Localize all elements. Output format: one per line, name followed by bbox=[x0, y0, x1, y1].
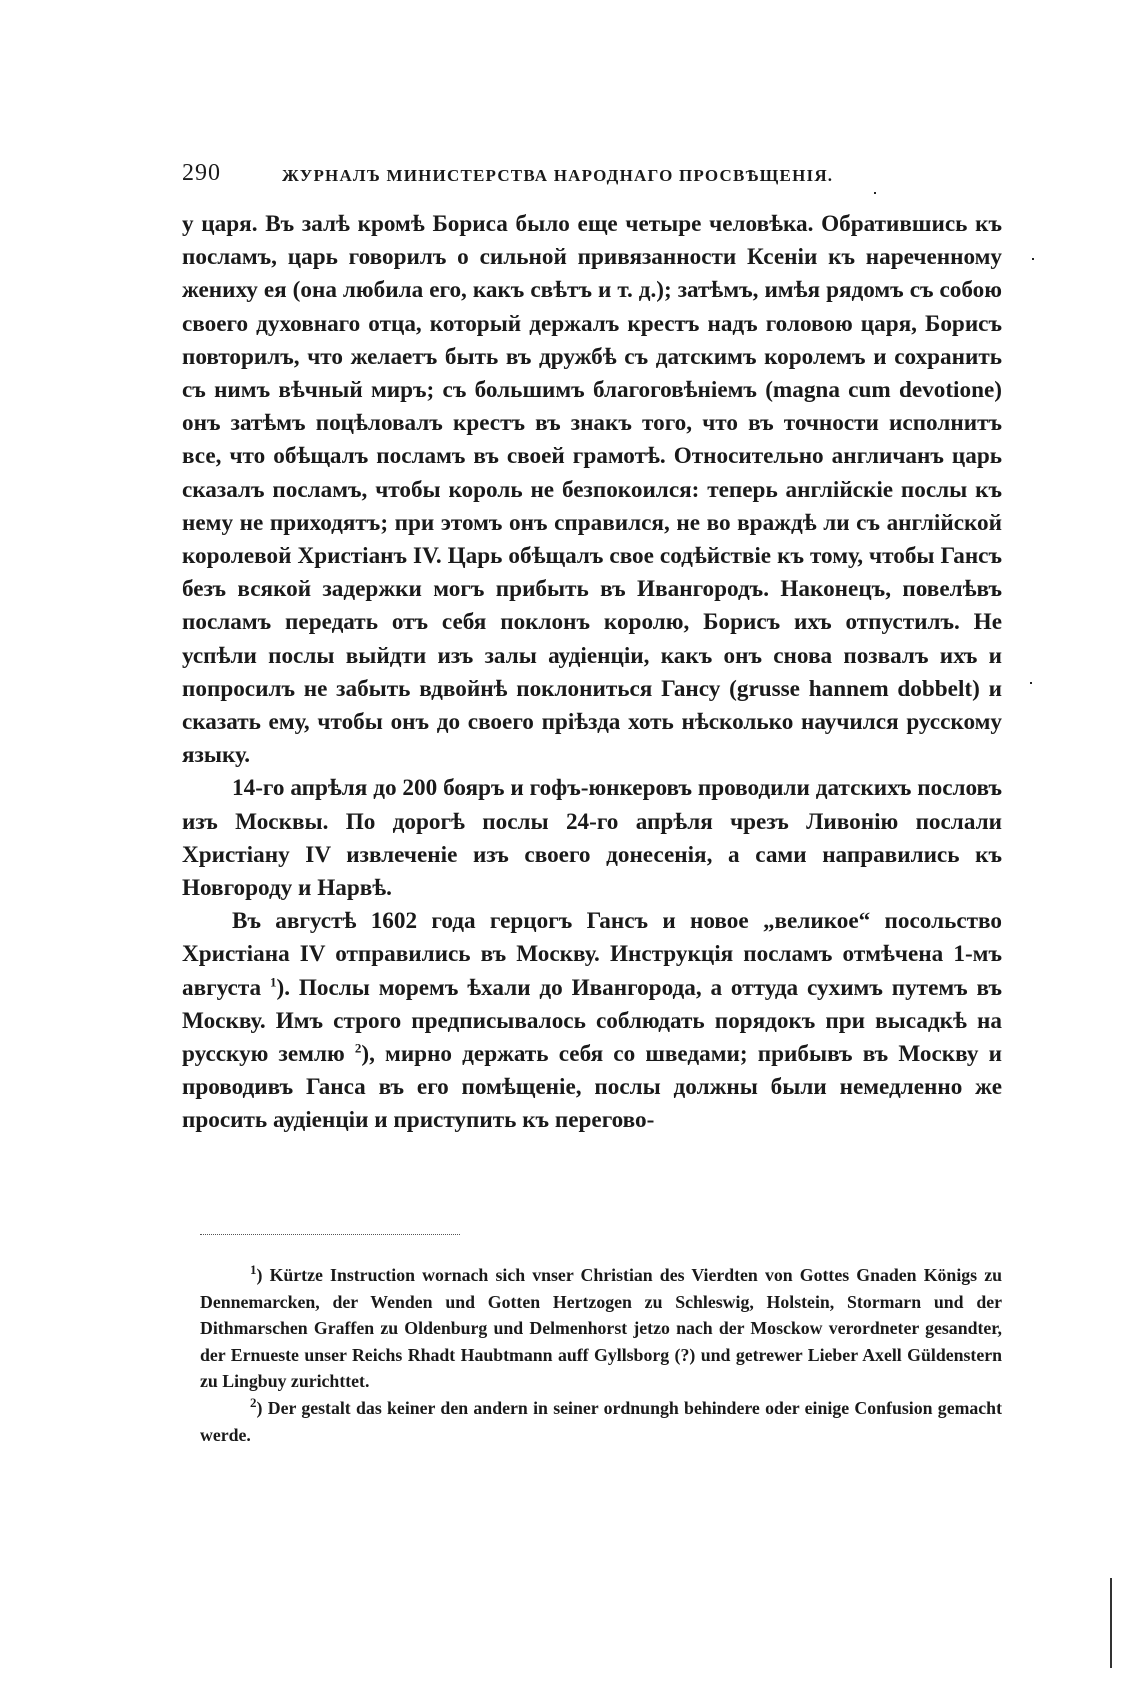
paragraph-3-part-2: ). Послы моремъ ѣхали до Ивангорода, а оттуда сухимъ путемъ въ Москву. Имъ строго предписывалось соблюдать порядокъ при высадкѣ на русскую землю bbox=[182, 974, 1003, 1068]
footnote-ref-2: 2 bbox=[354, 1040, 362, 1056]
scan-edge-mark bbox=[1110, 1578, 1112, 1668]
footnote-ref-1: 1 bbox=[269, 973, 277, 989]
footnote-1 bbox=[200, 1262, 1002, 1395]
page-number: 290 bbox=[182, 160, 221, 186]
footnote-2-text: ) Der gestalt das keiner den andern in seiner ordnungh behindere oder einige Confusion gemacht werde. bbox=[200, 1397, 1002, 1445]
footnote-2-marker: 2 bbox=[250, 1395, 257, 1411]
paragraph-2: 14-го апрѣля до 200 бояръ и гофъ-юнкеровъ проводили датскихъ пословъ изъ Москвы. По дорогѣ послы 24-го апрѣля чрезъ Ливонію послали Христіану IV извлеченіе изъ своего донесенія, а сами направились къ Новгороду и Нарвѣ. bbox=[182, 775, 1002, 902]
main-text bbox=[182, 208, 1002, 1138]
footnotes bbox=[200, 1262, 1002, 1448]
footnote-1-marker: 1 bbox=[250, 1262, 257, 1278]
footnote-2 bbox=[200, 1395, 1002, 1448]
paragraph-3-part-3: ), мирно держать себя со шведами; прибывъ въ Москву и проводивъ Ганса въ его помѣщеніе, послы должны были немедленно же просить аудіенціи и приступить къ перегово- bbox=[182, 1041, 1002, 1134]
page-header bbox=[182, 160, 1002, 190]
margin-speck bbox=[874, 192, 876, 194]
footnote-separator bbox=[200, 1234, 460, 1235]
running-title: ЖУРНАЛЪ МИНИСТЕРСТВА НАРОДНАГО ПРОСВѢЩЕНІЯ. bbox=[282, 166, 834, 185]
margin-speck bbox=[1032, 258, 1034, 260]
margin-speck bbox=[1030, 682, 1032, 684]
footnote-1-text: ) Kürtze Instruction wornach sich vnser Christian des Vierdten von Gottes Gnaden Königs zu Dennemarcken, der Wenden und Gotten Hertzogen zu Schleswig, Holstein, Stormarn und der Dithmarschen Graffen zu Oldenburg und Delmenhorst jetzo nach der Mosckow verordneter gesandter, der Ernueste unser Reichs Rhadt Haubtmann auff Gyllsborg (?) und getrewer Lieber Axell Güldenstern zu Lingbuy zurichttet. bbox=[200, 1265, 1002, 1392]
paragraph-3-part-1: Въ августѣ 1602 года герцогъ Гансъ и новое „великое“ посольство Христіана IV отправились въ Москву. Инструкція посламъ отмѣчена 1-мъ августа bbox=[182, 908, 1002, 1001]
paragraph-3 bbox=[182, 905, 1002, 1137]
paragraph-1: у царя. Въ залѣ кромѣ Бориса было еще четыре человѣка. Обратившись къ посламъ, царь говорилъ о сильной привязанности Ксеніи къ нареченному жениху ея (она любила его, какъ свѣтъ и т. д.); затѣмъ, имѣя рядомъ съ собою своего духовнаго отца, который держалъ крестъ надъ головою царя, Борисъ повторилъ, что желаетъ быть въ дружбѣ съ датскимъ королемъ и сохранить съ нимъ вѣчный миръ; съ большимъ благоговѣніемъ (magna cum devotione) онъ затѣмъ поцѣловалъ крестъ въ знакъ того, что въ точности исполнитъ все, что обѣщалъ посламъ въ своей грамотѣ. Относительно англичанъ царь сказалъ посламъ, чтобы король не безпокоился: теперь англійскіе послы къ нему не приходятъ; при этомъ онъ справился, не во враждѣ ли съ англійской королевой Христіанъ IV. Царь обѣщалъ свое содѣйствіе къ тому, чтобы Гансъ безъ всякой задержки могъ прибыть въ Ивангородъ. Наконецъ, повелѣвъ посламъ передать отъ себя поклонъ королю, Борисъ ихъ отпустилъ. Не успѣли послы выйдти изъ залы аудіенціи, какъ онъ снова позвалъ ихъ и попросилъ не забыть вдвойнѣ поклониться Гансу (grusse hannem dobbelt) и сказать ему, чтобы онъ до своего пріѣзда хоть нѣсколько научился русскому языку. bbox=[182, 211, 1002, 769]
